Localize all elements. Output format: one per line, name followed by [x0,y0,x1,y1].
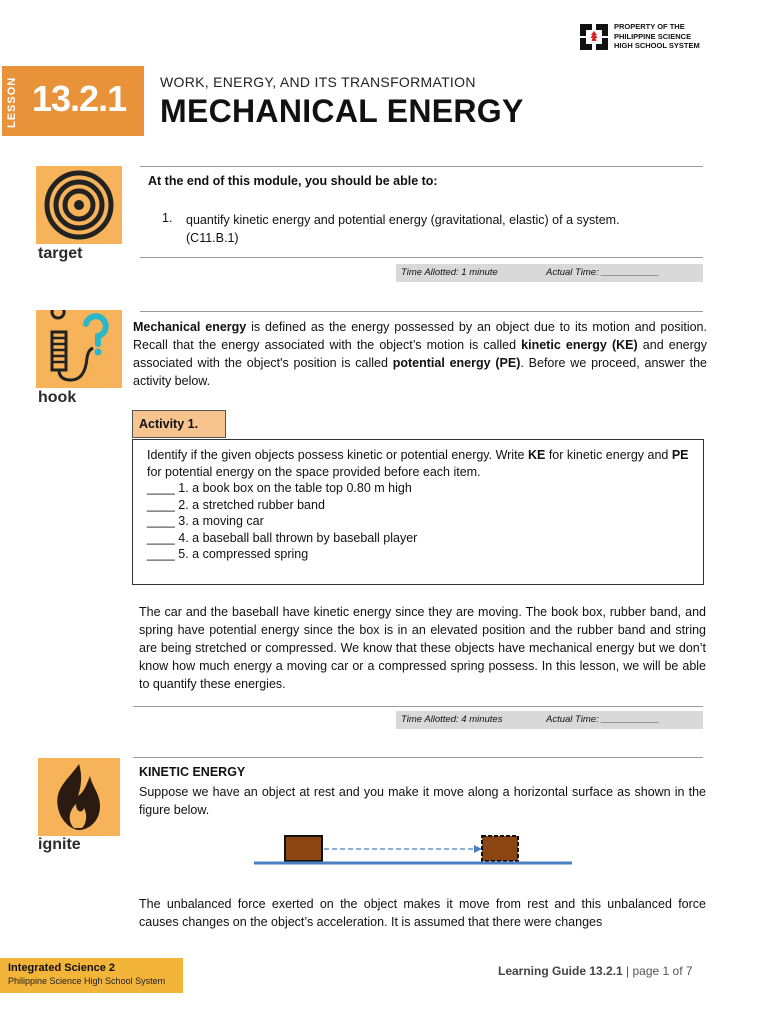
pe-term: PE [671,448,689,462]
logo-line: HIGH SCHOOL SYSTEM [614,41,700,50]
activity-item: ____ 4. a baseball ball thrown by baseball player [147,530,418,545]
activity-item: ____ 3. a moving car [147,514,264,528]
footer-guide: Learning Guide 13.2.1 [498,964,623,978]
footer-course: Integrated Science 2 [8,962,115,974]
footer-school: Philippine Science High School System [8,976,166,986]
paragraph-text: . Before we proceed, answer the activity below. [133,356,707,388]
ignite-intro: Suppose we have an object at rest and you make it move along a horizontal surface as shown in the figure below. [139,785,706,817]
objective-number: 1. [162,211,173,225]
term-kinetic-energy: kinetic energy (KE) [521,338,638,352]
actual-time: Actual Time: ___________ [546,714,660,725]
pshs-logo-text [614,22,700,51]
objectives-intro: At the end of this module, you should be able to: [148,174,438,188]
term-potential-energy: potential energy (PE) [392,356,521,370]
hook-paragraph [133,318,707,390]
flame-icon [38,758,120,836]
ke-term: KE [527,448,546,462]
explanation-paragraph: The car and the baseball have kinetic energy since they are moving. The book box, rubber band, and spring have potential energy since the box is in an elevated position and the rubber band and string are being stretched or compressed. We know that these objects have mechanical energy but we don’t know how much energy a moving car or a compressed spring possess. In this lesson, we will be able to quantify these energies. [139,605,706,691]
paragraph-text: and energy associated with the object's position is called [133,338,707,370]
activity-box [132,439,704,585]
instruction-text: for potential energy on the space provided before each item. [147,464,481,479]
time-bar [396,711,703,729]
objective-text [186,211,620,247]
section-divider [140,311,703,312]
hook-icon [36,310,122,388]
section-divider [133,706,703,707]
actual-time: Actual Time: ___________ [546,267,660,278]
section-divider [140,257,703,258]
hook-label: hook [38,389,77,406]
objective-line: quantify kinetic energy and potential energy (gravitational, elastic) of a system. [186,213,620,227]
section-divider [140,166,703,167]
objective-code: (C11.B.1) [186,231,239,245]
time-allotted: Time Allotted: 4 minutes [401,714,503,725]
activity-item: ____ 2. a stretched rubber band [147,497,325,512]
arrow-head [474,845,482,853]
target-icon [36,166,122,244]
block-moved [482,836,518,861]
lesson-number: 13.2.1 [32,78,127,119]
ignite-label: ignite [38,836,81,853]
section-heading: KINETIC ENERGY [139,765,246,779]
section-divider [133,757,703,758]
instruction-text: Identify if the given objects possess kinetic or potential energy. Write [147,448,528,462]
logo-line: PHILIPPINE SCIENCE [614,31,692,41]
time-bar [396,264,703,282]
ignite-continuation: The unbalanced force exerted on the object makes it move from rest and this unbalanced force causes changes on the object’s acceleration. It is assumed that there were changes [139,897,706,929]
instruction-text: for kinetic energy and [545,448,672,462]
motion-figure [250,830,580,870]
paragraph-text: is defined as the energy possessed by an object due to its motion and position. Recall that the energy associated with the object’s motion is called [133,320,707,352]
target-label: target [38,245,83,262]
logo-line: PROPERTY OF THE [614,22,685,31]
activity-title: Activity 1. [132,410,226,438]
footer-page-info [498,964,693,978]
footer-page-number: | page 1 of 7 [622,964,693,978]
activity-instructions [147,447,691,480]
lesson-word: LESSON [6,76,18,128]
activity-item: ____ 5. a compressed spring [147,547,309,561]
activity-item: ____ 1. a book box on the table top 0.80 m high [147,481,412,495]
page-title: MECHANICAL ENERGY [160,93,524,129]
unit-title: WORK, ENERGY, AND ITS TRANSFORMATION [160,74,476,90]
block-at-rest [285,836,322,861]
term-mechanical-energy: Mechanical energy [133,320,247,334]
time-allotted: Time Allotted: 1 minute [401,267,498,278]
pshs-logo-icon [578,22,610,52]
